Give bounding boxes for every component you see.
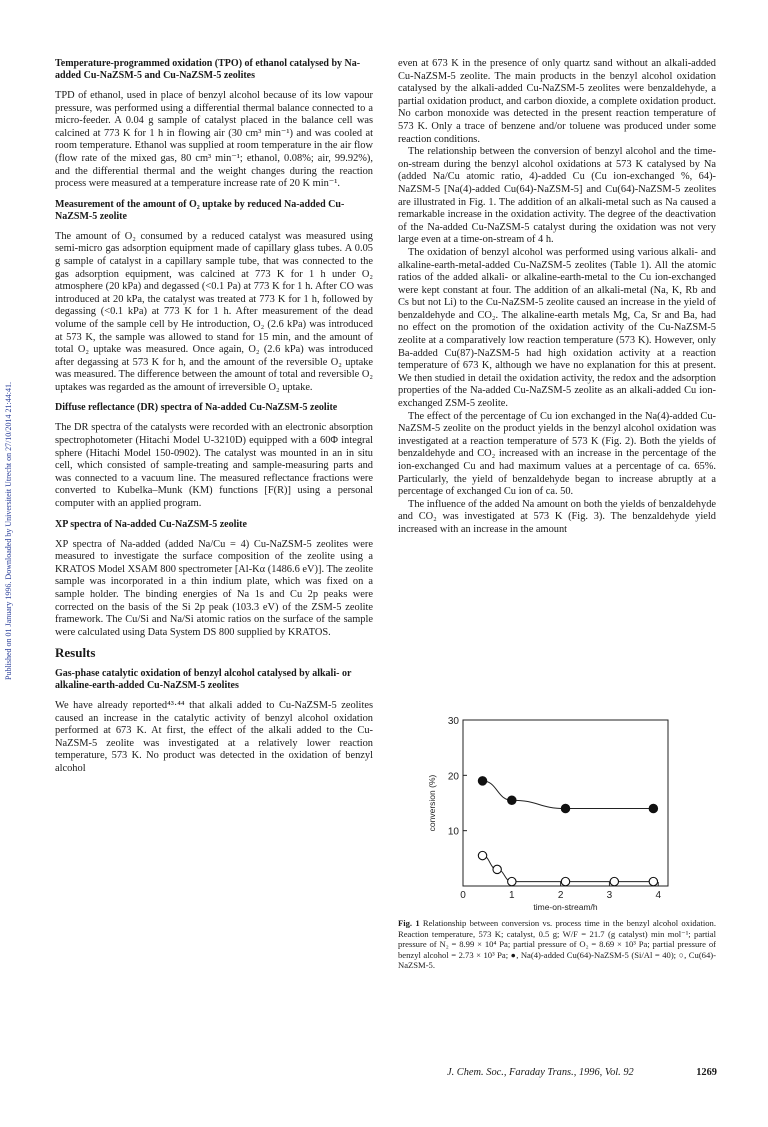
page-footer bbox=[447, 1067, 717, 1078]
paragraph-xp-spectra: XP spectra of Na-added (added Na/Cu = 4) Cu-NaZSM-5 zeolites were measured to investigate the surface composition of the zeolite using a KRATOS Model XSAM 800 spectrometer [Al-Kα (1486.6 eV)]. The zeolite sample was incorporated in a thin indium plate, which was fixed on a sample holder. The binding energies of Na 1s and Cu 2p peaks were corrected on the basis of the Si 2p peak (103.3 eV) of the ZSM-5 zeolite framework. The Cu/Si and Na/Si atomic ratios on the surface of the sample were calculated using Data System DS 800 supplied by KRATOS. bbox=[55, 538, 373, 638]
page-number: 1269 bbox=[696, 1067, 717, 1078]
y-tick-label: 10 bbox=[447, 826, 459, 838]
paragraph-time-on-stream: The relationship between the conversion of benzyl alcohol and the time-on-stream during the benzyl alcohol oxidations at 573 K catalysed by Na (added Na/Cu atomic ratio, 4)-added Cu (Cu ion-exchanged %, 64)-NaZSM-5 [Na(4)-added Cu(64)-NaZSM-5] and Cu(64)-NaZSM-5 zeolites are illustrated in Fig. 1. The addition of an alkali-metal such as Na caused a remarkable increase in the oxidation activity. The degree of the deactivation of the Na-added Cu-NaZSM-5 catalyst during the oxidation was not very large even at a time-on-stream of 4 h. bbox=[398, 146, 716, 246]
filled-data-point bbox=[561, 804, 569, 812]
paragraph-alkali-metals: The oxidation of benzyl alcohol was performed using various alkali- and alkaline-earth-metal-added Cu-NaZSM-5 zeolites (Table 1). All the atomic ratios of the added alkali- or alkaline-earth-metal to the Cu ion-exchanged were kept constant at four. The addition of an alkali-metal (Na, K, Rb and Cs but not Li) to the Cu-NaZSM-5 zeolite caused an increase in the yield of benzaldehyde and CO₂. The alkaline-earth metals Mg, Ca, Sr and Ba, had no effect on the promotion of the oxidation activity of the Cu-NaZSM-5 zeolite at a comparatively low reaction temperature (573 K). However, only Ba-added Cu(87)-NaZSM-5 had high oxidation activity at a reaction temperature of 673 K, although we have no explanation for this at present. We then studied in detail the oxidation activity, the redox and the adsorption properties of the Na-added Cu-NaZSM-5 zeolite as an alkali-added Cu ion-exchanged ZSM-5 zeolite. bbox=[398, 246, 716, 410]
open-data-point bbox=[508, 877, 516, 885]
paragraph-o2-uptake: The amount of O₂ consumed by a reduced catalyst was measured using semi-micro gas adsorption equipment made of capillary glass tubes. A 0.05 g sample of catalyst in a capillary sample tube, that was connected to the gas adsorption equipment, was calcined at 773 K for 1 h under O₂ atmosphere (20 kPa) and degassed (<0.1 Pa) at 773 K for 1 h. After CO was introduced at 20 kPa, the catalyst was treated at 773 K for 1 h, followed by degassing (<0.1 kPa) at 773 K for 1 h. After measurement of the dead volume of the sample cell by He introduction, O₂ (2.6 kPa) was introduced at 573 K, the sample was allowed to stand for 15 min, and the amount of total O₂ uptake was measured. Once again, O₂ (2.6 kPa) was introduced after degassing at 573 K for h, and the amount of the reversible O₂ uptake was measured. The difference between the amount of total and reversible O₂ uptakes was regarded as the amount of irreversible O₂ uptake. bbox=[55, 230, 373, 393]
y-axis-label: conversion (%) bbox=[427, 774, 437, 832]
open-data-point bbox=[561, 877, 569, 885]
heading-xp-spectra: XP spectra of Na-added Cu-NaZSM-5 zeolite bbox=[55, 518, 247, 530]
filled-data-point bbox=[478, 777, 486, 785]
figure-1-caption bbox=[398, 918, 716, 971]
y-tick-label: 30 bbox=[447, 716, 459, 727]
heading-gas-phase: Gas-phase catalytic oxidation of benzyl alcohol catalysed by alkali- or alkaline-earth-added Cu-NaZSM-5 zeolites bbox=[55, 667, 352, 691]
right-column bbox=[398, 58, 716, 537]
x-axis-label: time-on-stream/h bbox=[533, 902, 598, 912]
section-results: Results bbox=[55, 645, 96, 661]
heading-o2-uptake: Measurement of the amount of O₂ uptake by reduced Na-added Cu-NaZSM-5 zeolite bbox=[55, 198, 345, 222]
caption-text: Relationship between conversion vs. process time in the benzyl alcohol oxidation. Reaction temperature, 573 K; catalyst, 0.5 g; W/F = 21.7 (g catalyst) min mol⁻¹; partial pressure of N₂ = 8.99 × 10⁴ Pa; partial pressure of O₂ = 8.69 × 10³ Pa; partial pressure of benzyl alcohol = 2.73 × 10³ Pa; ●, Na(4)-added Cu(64)-NaZSM-5 (Si/Al = 40); ○, Cu(64)-NaZSM-5. bbox=[398, 918, 716, 971]
x-tick-label: 4 bbox=[655, 890, 662, 901]
open-data-point bbox=[493, 865, 501, 873]
heading-dr-spectra: Diffuse reflectance (DR) spectra of Na-added Cu-NaZSM-5 zeolite bbox=[55, 402, 338, 414]
caption-label: Fig. 1 bbox=[398, 918, 420, 928]
download-watermark-text: Published on 01 January 1996. Downloaded by Universiteit Utrecht on 27/10/2014 21:44:41. bbox=[4, 382, 13, 680]
x-tick-label: 2 bbox=[557, 890, 564, 901]
x-tick-label: 1 bbox=[509, 890, 515, 901]
series-line bbox=[483, 781, 654, 809]
left-column bbox=[55, 58, 373, 784]
paragraph-products: even at 673 K in the presence of only quartz sand without an alkali-added Cu-NaZSM-5 zeolite. The main products in the benzyl alcohol oxidation catalysed by the alkali-added Cu-NaZSM-5 zeolites were benzaldehyde, a partial oxidation product, and carbon dioxide, a complete oxidation product. No carbon monoxide was detected in the present reaction temperature of 573 K. Only a trace of benzene and/or toluene was produced under some reaction conditions. bbox=[398, 58, 716, 145]
open-data-point bbox=[478, 851, 486, 859]
open-data-point bbox=[649, 877, 657, 885]
heading-tpo: Temperature-programmed oxidation (TPO) of ethanol catalysed by Na-added Cu-NaZSM-5 and Cu-NaZSM-5 zeolites bbox=[55, 58, 361, 81]
filled-data-point bbox=[508, 796, 516, 804]
figure-1-chart bbox=[398, 712, 716, 912]
filled-data-point bbox=[649, 804, 657, 812]
plot-frame bbox=[463, 720, 668, 886]
download-watermark bbox=[4, 240, 18, 680]
journal-citation: J. Chem. Soc., Faraday Trans., 1996, Vol. 92 bbox=[447, 1067, 634, 1078]
paragraph-dr-spectra: The DR spectra of the catalysts were recorded with an electronic absorption spectrophotometer (Hitachi Model U-3210D) equipped with a 60Φ integral sphere (Hitachi Model 150-0902). The catalyst was mounted in an in situ cell, which consisted of sample-treating and sample-measuring parts and was connected to a vacuum line. The measured reflectance fractions were converted to Kubelka–Munk (KM) functions [F(R)] using a personal computer with an applied program. bbox=[55, 422, 373, 510]
x-tick-label: 0 bbox=[460, 890, 466, 901]
open-data-point bbox=[610, 877, 618, 885]
paragraph-tpo: TPD of ethanol, used in place of benzyl alcohol because of its low vapour pressure, was performed using a differential thermal balance connected to a micro-feeder. A 0.04 g sample of catalyst placed in the balance cell was calcined at 773 K for 1 h in flowing air (30 cm³ min⁻¹) and was cooled at room temperature. Ethanol was supplied at room temperature in the air flow (flow rate of the mixed gas, 80 cm³ min⁻¹; ethanol, 0.08%; air, 99.92%), and the differential thermal and the weight changes during the reaction process were measured at a temperature increase rate of 20 K min⁻¹. bbox=[55, 90, 373, 190]
paragraph-na-amount: The influence of the added Na amount on both the yields of benzaldehyde and CO₂ was investigated at 573 K (Fig. 3). The benzaldehyde yield increased with an increase in the amount bbox=[398, 498, 716, 535]
paragraph-cu-percentage: The effect of the percentage of Cu ion exchanged in the Na(4)-added Cu-NaZSM-5 zeolite on the product yields in the benzyl alcohol oxidation was investigated at a reaction temperature of 573 K (Fig. 2). Both the yields of benzaldehyde and CO₂ increased with an increase in the percentage of the ion-exchanged Cu and had maximum values at a percentage of ca. 65%. Particularly, the yield of benzaldehyde began to increase abruptly at a percentage of exchanged Cu ion of ca. 50. bbox=[398, 410, 716, 498]
x-tick-label: 3 bbox=[606, 890, 613, 901]
y-tick-label: 20 bbox=[447, 771, 459, 783]
paragraph-gas-phase: We have already reported⁴³·⁴⁴ that alkali added to Cu-NaZSM-5 zeolites caused an increase in the catalytic activity of benzyl alcohol oxidation performed at 673 K. At first, the effect of the alkali added to the Cu-NaZSM-5 zeolite was investigated at a relatively lower reaction temperature, 573 K. No product was detected in the oxidation of benzyl alcohol bbox=[55, 699, 373, 774]
